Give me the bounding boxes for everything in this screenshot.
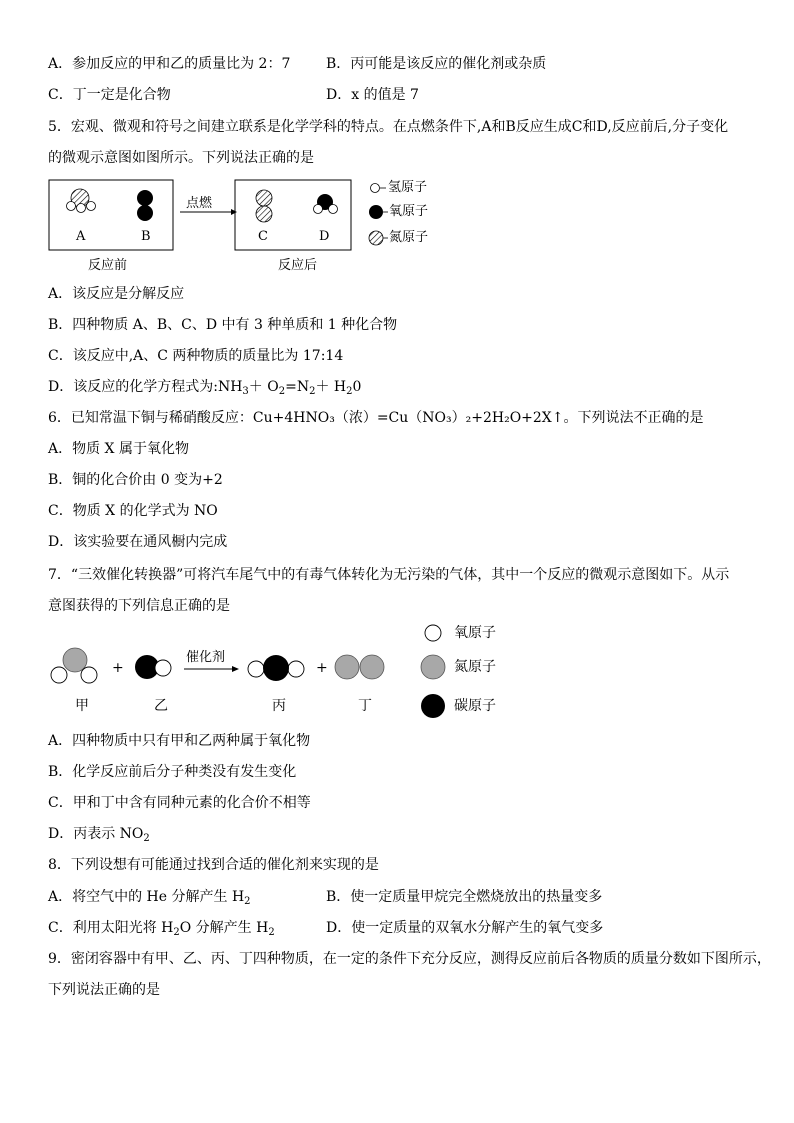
q5-stem-line1: 5．宏观、微观和符号之间建立联系是化学学科的特点。在点燃条件下,A和B反应生成C和D,反应前后,分子变化 — [48, 119, 729, 135]
q5-stem-line2: 的微观示意图如图所示。下列说法正确的是 — [48, 150, 314, 166]
q8-option-a: A．将空气中的 He 分解产生 $H_2$ — [48, 889, 251, 907]
q5-legend-oxygen-icon — [369, 205, 388, 219]
q7-legend-nitrogen-label: 氮原子 — [454, 659, 496, 675]
q6-option-a: A．物质 X 属于氧化物 — [48, 441, 189, 457]
after-label: 反应后 — [278, 258, 318, 273]
q7-molecule-diagram — [44, 620, 524, 724]
q7-legend-carbon-label: 碳原子 — [454, 698, 496, 714]
q7-stem-line1: 7．“三效催化转换器”可将汽车尾气中的有毒气体转化为无污染的气体，其中一个反应的微观示意图如下。从示 — [48, 567, 730, 583]
molecule-yi-co — [135, 655, 171, 679]
molecule-d-h2o — [314, 194, 338, 214]
molecule-jia-no2 — [51, 648, 97, 683]
before-label: 反应前 — [88, 258, 128, 273]
q7-legend-carbon-icon — [421, 694, 445, 718]
q5-molecule-diagram — [48, 178, 468, 278]
q6-option-d: D．该实验要在通风橱内完成 — [48, 534, 228, 550]
molecule-c-n2 — [256, 190, 272, 222]
q5-option-b: B．四种物质 A、B、C、D 中有 3 种单质和 1 种化合物 — [48, 317, 398, 333]
name-yi: 乙 — [154, 698, 168, 714]
molecule-ding-n2 — [335, 655, 384, 679]
q6-option-b: B．铜的化合价由 0 变为+2 — [48, 472, 223, 488]
catalyst-label: 催化剂 — [186, 650, 226, 665]
name-ding: 丁 — [358, 698, 372, 714]
legend-oxygen-label: 氧原子 — [389, 204, 429, 219]
name-jia: 甲 — [75, 698, 89, 714]
name-bing: 丙 — [272, 698, 286, 714]
q4-option-d: D．x 的值是 7 — [326, 87, 419, 103]
q4-option-b: B．丙可能是该反应的催化剂或杂质 — [326, 56, 547, 72]
before-box — [49, 180, 173, 250]
q7-legend-oxygen-icon — [425, 625, 441, 641]
molecule-bing-co2 — [248, 655, 304, 681]
q4-option-a: A．参加反应的甲和乙的质量比为 2：7 — [48, 56, 291, 72]
q9-stem-line1: 9．密闭容器中有甲、乙、丙、丁四种物质，在一定的条件下充分反应，测得反应前后各物质的质量分数如下图所示， — [48, 951, 771, 967]
legend-nitrogen-label: 氮原子 — [389, 230, 429, 245]
q6-stem: 6．已知常温下铜与稀硝酸反应：Cu+4HNO₃（浓）=Cu（NO₃）₂+2H₂O+2X↑。下列说法不正确的是 — [48, 410, 704, 426]
q7-option-a: A．四种物质中只有甲和乙两种属于氧化物 — [48, 733, 311, 749]
q4-option-c: C．丁一定是化合物 — [48, 87, 171, 103]
q9-stem-line2: 下列说法正确的是 — [48, 982, 160, 998]
q7-option-c: C．甲和丁中含有同种元素的化合价不相等 — [48, 795, 311, 811]
q7-stem-line2: 意图获得的下列信息正确的是 — [48, 598, 230, 614]
q8-stem: 8．下列设想有可能通过找到合适的催化剂来实现的是 — [48, 857, 379, 873]
label-a: A — [76, 229, 86, 244]
legend-hydrogen-label: 氢原子 — [388, 180, 428, 195]
label-d: D — [319, 229, 330, 244]
q5-legend-hydrogen-icon — [371, 184, 387, 193]
q5-legend-nitrogen-icon — [369, 231, 388, 245]
q7-option-b: B．化学反应前后分子种类没有发生变化 — [48, 764, 297, 780]
after-box — [235, 180, 351, 250]
molecule-a-nh3 — [67, 189, 96, 213]
q8-option-d: D．使一定质量的双氧水分解产生的氧气变多 — [326, 920, 604, 936]
q6-option-c: C．物质 X 的化学式为 NO — [48, 503, 218, 519]
plus-sign-2: + — [316, 660, 328, 676]
arrow-label-ignite: 点燃 — [186, 196, 213, 211]
q8-option-b: B．使一定质量甲烷完全燃烧放出的热量变多 — [326, 889, 603, 905]
molecule-b-o2 — [137, 190, 153, 221]
q5-option-d: D．该反应的化学方程式为$:NH_3+ O_2=N_2+ H_20$ — [48, 379, 362, 397]
q5-option-a: A．该反应是分解反应 — [48, 286, 185, 302]
q7-legend-oxygen-label: 氧原子 — [454, 625, 496, 641]
q7-legend-nitrogen-icon — [421, 655, 445, 679]
label-c: C — [258, 229, 268, 244]
q8-option-c: C．利用太阳光将 $H_2O$ 分解产生 $H_2$ — [48, 920, 275, 938]
q5-option-c: C．该反应中,A、C 两种物质的质量比为 17:14 — [48, 348, 344, 364]
plus-sign-1: + — [112, 660, 124, 676]
q7-option-d: D．丙表示 $NO_2$ — [48, 826, 150, 844]
label-b: B — [141, 229, 151, 244]
